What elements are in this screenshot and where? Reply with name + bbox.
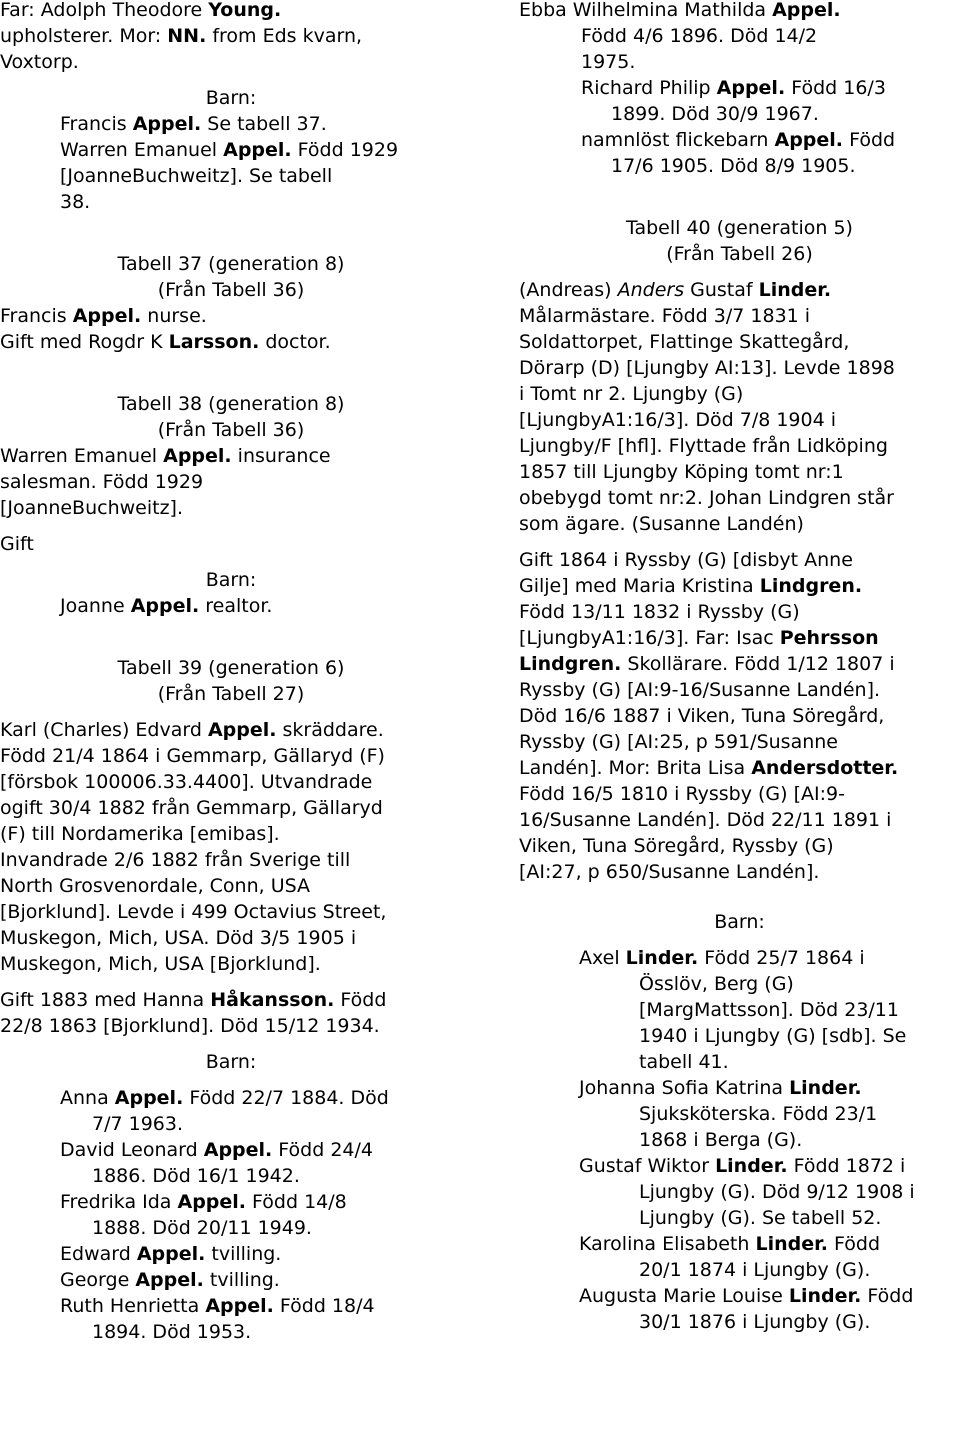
tabell-40-line: obebygd tomt nr:2. Johan Lindgren står (519, 487, 894, 509)
tabell-39-marriage-cont: 22/8 1863 [Bjorklund]. Död 15/12 1934. (0, 1015, 380, 1037)
tabell-37-heading: Tabell 37 (generation 8) (117, 253, 345, 275)
tabell-40-marriage: Död 16/6 1887 i Viken, Tuna Söregård, (519, 705, 885, 727)
father-line: Far: Adolph Theodore Young. (0, 0, 282, 21)
tabell-40-marriage: Ryssby (G) [AI:25, p 591/Susanne (519, 731, 838, 753)
child-warren-cont2: 38. (60, 191, 91, 213)
tabell-40-marriage: Ryssby (G) [AI:9-16/Susanne Landén]. (519, 679, 881, 701)
tabell-40-line: i Tomt nr 2. Ljungby (G) (519, 383, 744, 405)
tabell-38-gift: Gift (0, 533, 34, 555)
tabell-40-marriage: 16/Susanne Landén]. Död 22/11 1891 i (519, 809, 892, 831)
place-line: Voxtorp. (0, 51, 79, 73)
tabell-40-line: Ljungby/F [hfl]. Flyttade från Lidköping (519, 435, 888, 457)
tabell-40-marriage: Född 16/5 1810 i Ryssby (G) [AI:9- (519, 783, 845, 805)
tabell-40-marriage: Lindgren. Skollärare. Född 1/12 1807 i (519, 653, 895, 675)
tabell-40-marriage: Född 13/11 1832 i Ryssby (G) (519, 601, 800, 623)
tabell-40-marriage: [LjungbyA1:16/3]. Far: Isac Pehrsson (519, 627, 879, 649)
tabell-39-heading: Tabell 39 (generation 6) (117, 657, 345, 679)
tabell-40-heading: Tabell 40 (generation 5) (626, 217, 853, 239)
tabell-38-line: salesman. Född 1929 (0, 471, 204, 493)
tabell-39 (0, 655, 462, 1345)
tabell-39-from: (Från Tabell 27) (157, 683, 305, 705)
child-gustaf: Gustaf Wiktor Linder. Född 1872 i Ljungby (G). Död 9/12 1908 i Ljungby (G). Se tabell 52. (579, 1155, 915, 1229)
tabell-40-from: (Från Tabell 26) (666, 243, 813, 265)
tabell-40-line: Målarmästare. Född 3/7 1831 i (519, 305, 811, 327)
tabell-39-line: Muskegon, Mich, USA [Bjorklund]. (0, 953, 321, 975)
tabell-40-line: Dörarp (D) [Ljungby AI:13]. Levde 1898 (519, 357, 895, 379)
child-joanne: Joanne Appel. realtor. (60, 595, 273, 617)
parents-block (0, 0, 462, 75)
child-francis: Francis Appel. Se tabell 37. (60, 113, 327, 135)
tabell-40-marriage: [AI:27, p 650/Susanne Landén]. (519, 861, 820, 883)
barn-label: Barn: (714, 911, 765, 933)
child-warren: Warren Emanuel Appel. Född 1929 (60, 139, 399, 161)
tabell-40-line: 1857 till Ljungby Köping tomt nr:1 (519, 461, 844, 483)
child-karolina: Karolina Elisabeth Linder. Född 20/1 1874 i Ljungby (G). (579, 1233, 881, 1281)
children-list (0, 111, 462, 215)
child-fredrika: Fredrika Ida Appel. Född 14/8 1888. Död 20/11 1949. (60, 1191, 347, 1239)
tabell-39-line: Född 21/4 1864 i Gemmarp, Gällaryd (F) (0, 745, 385, 767)
tabell-37-marriage: Gift med Rogdr K Larsson. doctor. (0, 331, 331, 353)
child-ruth: Ruth Henrietta Appel. Född 18/4 1894. Död 1953. (60, 1295, 375, 1343)
tabell-40-line: Soldattorpet, Flattinge Skattegård, (519, 331, 850, 353)
tabell-38-line: [JoanneBuchweitz]. (0, 497, 184, 519)
tabell-37 (0, 251, 462, 355)
tabell-39-line: Invandrade 2/6 1882 från Sverige till (0, 849, 351, 871)
tabell-40-marriage: Gilje] med Maria Kristina Lindgren. (519, 575, 863, 597)
tabell-39-line: [försbok 100006.33.4400]. Utvandrade (0, 771, 373, 793)
tabell-38-heading: Tabell 38 (generation 8) (117, 393, 345, 415)
child-namnlost: namnlöst flickebarn Appel. Född 17/6 1905. Död 8/9 1905. (581, 129, 896, 177)
tabell-39-person: Karl (Charles) Edvard Appel. skräddare. (0, 719, 384, 741)
tabell-40 (519, 215, 960, 1335)
tabell-39-line: Muskegon, Mich, USA. Död 3/5 1905 i (0, 927, 357, 949)
tabell-38-from: (Från Tabell 36) (157, 419, 305, 441)
child-ebba: Ebba Wilhelmina Mathilda Appel. Född 4/6 1896. Död 14/2 1975. (519, 0, 841, 73)
child-augusta: Augusta Marie Louise Linder. Född 30/1 1876 i Ljungby (G). (579, 1285, 914, 1333)
child-richard: Richard Philip Appel. Född 16/3 1899. Död 30/9 1967. (581, 77, 886, 125)
child-johanna: Johanna Sofia Katrina Linder. Sjuksköterska. Född 23/1 1868 i Berga (G). (579, 1077, 878, 1151)
tabell-39-line: [Bjorklund]. Levde i 499 Octavius Street, (0, 901, 387, 923)
tabell-39-line: ogift 30/4 1882 från Gemmarp, Gällaryd (0, 797, 383, 819)
tabell-38-person: Warren Emanuel Appel. insurance (0, 445, 331, 467)
tabell-40-person: (Andreas) Anders Gustaf Linder. (519, 279, 832, 301)
tabell-37-person: Francis Appel. nurse. (0, 305, 207, 327)
tabell-39-marriage: Gift 1883 med Hanna Håkansson. Född (0, 989, 387, 1011)
barn-label: Barn: (205, 569, 257, 591)
child-axel: Axel Linder. Född 25/7 1864 i Össlöv, Berg (G) [MargMattsson]. Död 23/11 1940 i Ljungby (G) [sdb]. Se tabell 41. (579, 947, 907, 1073)
mother-line: upholsterer. Mor: NN. from Eds kvarn, (0, 25, 363, 47)
child-george: George Appel. tvilling. (60, 1269, 280, 1291)
child-warren-cont: [JoanneBuchweitz]. Se tabell (60, 165, 333, 187)
tabell-40-line: [LjungbyA1:16/3]. Död 7/8 1904 i (519, 409, 837, 431)
tabell-40-marriage: Viken, Tuna Söregård, Ryssby (G) (519, 835, 834, 857)
tabell-38 (0, 391, 462, 619)
tabell-39-line: (F) till Nordamerika [emibas]. (0, 823, 280, 845)
barn-label: Barn: (205, 87, 257, 109)
tabell-40-marriage: Gift 1864 i Ryssby (G) [disbyt Anne (519, 549, 853, 571)
child-edward: Edward Appel. tvilling. (60, 1243, 282, 1265)
tabell-39-line: North Grosvenordale, Conn, USA (0, 875, 311, 897)
right-column (519, 0, 960, 1335)
tabell-37-from: (Från Tabell 36) (157, 279, 305, 301)
child-anna: Anna Appel. Född 22/7 1884. Död 7/7 1963. (60, 1087, 389, 1135)
barn-label: Barn: (205, 1051, 257, 1073)
tabell-40-line: som ägare. (Susanne Landén) (519, 513, 804, 535)
child-david: David Leonard Appel. Född 24/4 1886. Död 16/1 1942. (60, 1139, 374, 1187)
left-column (0, 0, 462, 1345)
tabell-40-marriage: Landén]. Mor: Brita Lisa Andersdotter. (519, 757, 899, 779)
